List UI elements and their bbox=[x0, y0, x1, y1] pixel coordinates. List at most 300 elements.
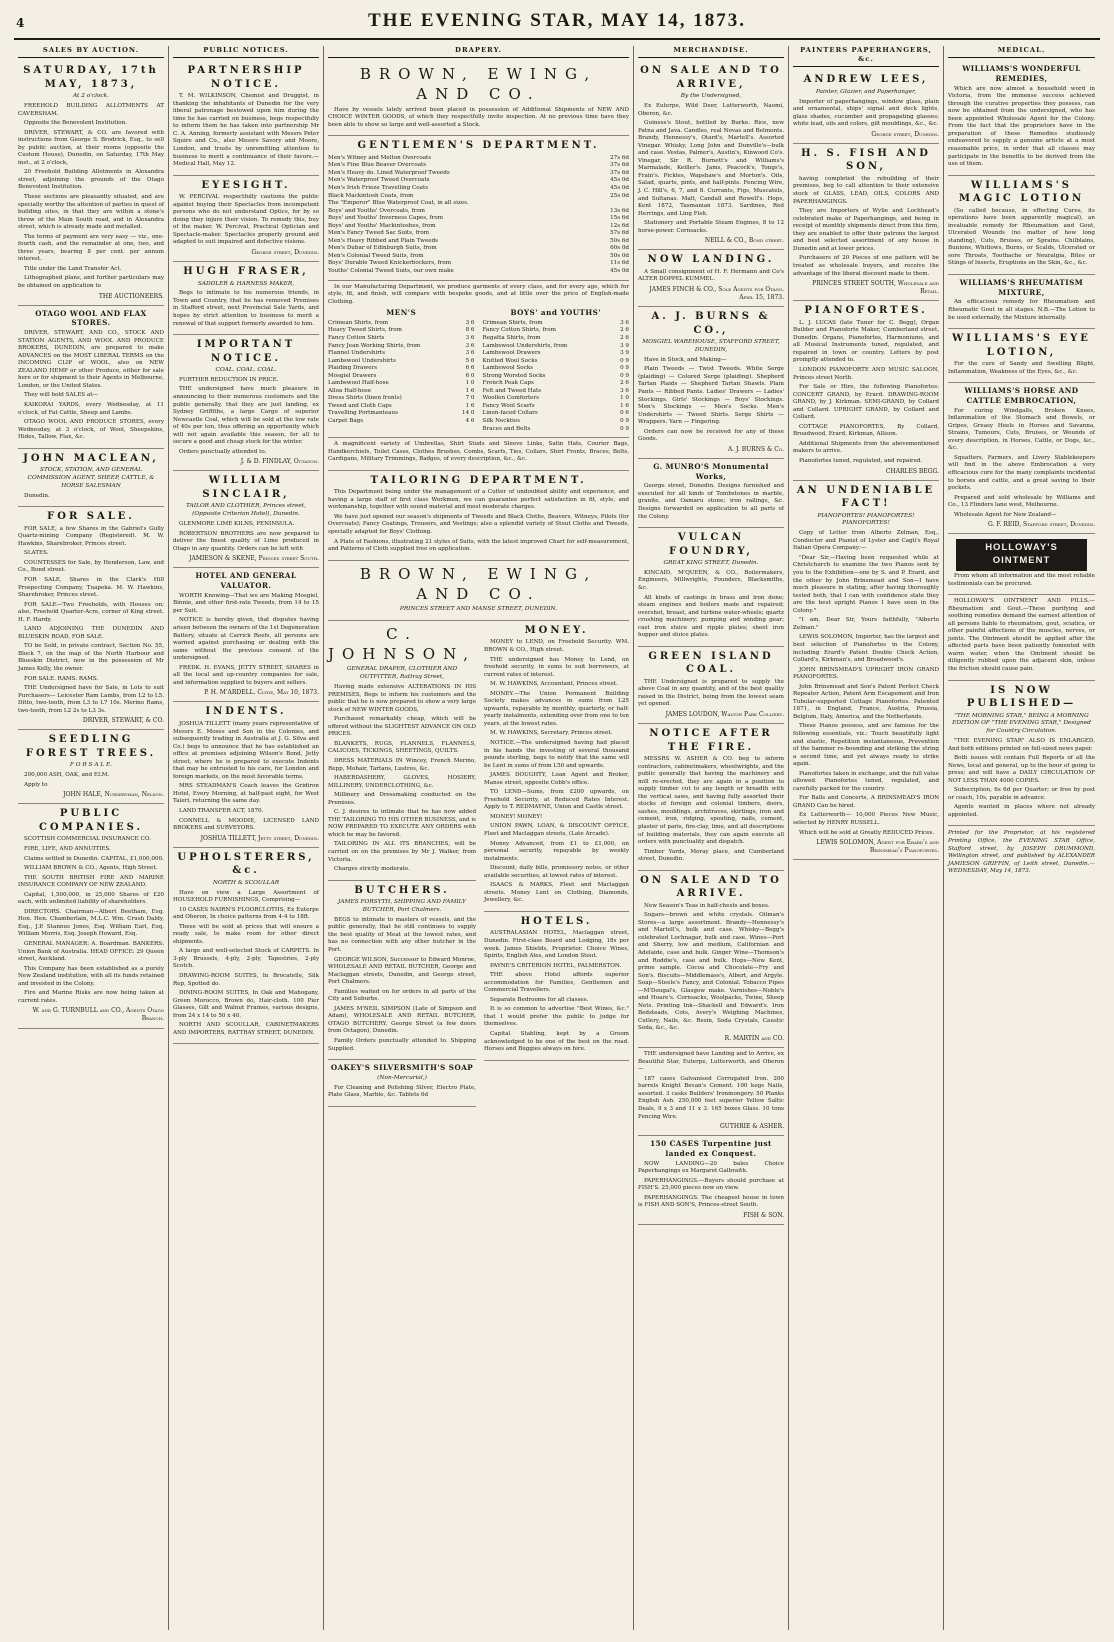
ad-paragraph: Ex Euterpe, Wild Deer, Lutterworth, Naomi, Oberon, &c. bbox=[638, 102, 784, 117]
price-row bbox=[483, 373, 630, 381]
ad-paragraph: GLENMORE LIME KILNS, PENINSULA. bbox=[179, 521, 295, 528]
advertisement bbox=[173, 176, 319, 262]
price-column-head: MEN'S bbox=[386, 308, 417, 318]
ad-paragraph: FOR SALE. RAMS. RAMS. bbox=[24, 675, 99, 682]
ad-title: WILLIAMS'S HORSE AND CATTLE EMBROCATION, bbox=[964, 386, 1079, 405]
advertisement bbox=[173, 568, 319, 702]
ad-paragraph: FREEHOLD BUILDING ALLOTMENTS AT CAVERSHAM. bbox=[18, 102, 164, 117]
price-value: 12s 6d bbox=[610, 222, 629, 229]
ad-signature: JAMES FINCH & CO., Sole Agents for Otago. April 15, 1873. bbox=[649, 285, 784, 302]
price-value: 6 0 bbox=[465, 372, 475, 379]
advertisement bbox=[948, 176, 1095, 275]
ad-title: SEEDLING FOREST TREES. bbox=[25, 734, 157, 759]
ad-title: ANDREW LEES, bbox=[803, 74, 929, 86]
ad-title: HOTEL AND GENERAL VALUATOR. bbox=[195, 571, 297, 591]
ad-paragraph: Have by vessels lately arrived been placed in possession of Additional Shipments of NEW AND CHOICE WINTER GOODS, of which they respectfully invite inspection. At no previous time have they been able to show so large and well-assorted a Stock. bbox=[328, 106, 629, 128]
ad-paragraph: Have on view a Large Assortment of HOUSEHOLD FURNISHINGS, Comprising— bbox=[173, 889, 319, 904]
advertisement bbox=[18, 306, 164, 449]
price-row bbox=[328, 170, 629, 178]
price-value: 0 9 bbox=[620, 418, 629, 425]
column bbox=[789, 46, 944, 1630]
ad-signature: JOSHUA TILLETT, Jetty street, Dunedin. bbox=[200, 834, 319, 842]
advertisement bbox=[18, 61, 164, 305]
price-value: 3 6 bbox=[465, 335, 475, 342]
ad-paragraph: In our Manufacturing Department, we produce garments of every class, and for every age, which for style, fit, and finish, will compare with bespoke goods, and at little over the price of English-made Clothing. bbox=[328, 283, 629, 305]
ad-title: VULCAN FOUNDRY, bbox=[669, 532, 753, 557]
ad-paragraph: LONDON PIANOFORTE AND MUSIC SALOON, Princes street North. bbox=[793, 367, 939, 381]
advertisement bbox=[328, 61, 629, 136]
ad-subtitle: COAL. COAL. COAL. bbox=[215, 367, 277, 374]
newspaper-title: THE EVENING STAR, MAY 14, 1873. bbox=[367, 10, 746, 31]
ad-paragraph: Fire and Marine Risks are now being taken at current rates. bbox=[18, 990, 164, 1004]
price-item: Boys' and Youths' Inverness Capes, from bbox=[328, 215, 444, 222]
price-row bbox=[328, 268, 629, 276]
advertisement bbox=[328, 561, 629, 621]
price-column bbox=[328, 308, 475, 433]
advertisement bbox=[948, 329, 1095, 383]
price-row bbox=[328, 380, 475, 388]
ad-paragraph: GEORGE WILSON, Successor to Edward Monroe, WHOLESALE AND RETAIL BUTCHER, George and Maclaggan streets, Dunedin, and George street, Port Chalmers. bbox=[328, 956, 477, 986]
column bbox=[324, 46, 634, 1630]
advertisement bbox=[18, 730, 164, 804]
ad-paragraph: Purchasers of 20 Pieces of one pattern will be treated as wholesale buyers, and receive the advantage of the liberal discount made to them. bbox=[793, 255, 939, 277]
price-row bbox=[328, 365, 475, 373]
ad-paragraph: DRESS MATERIALS IN Wincey, French Merino, Repp, Mohair, Tartans, Lustres, &c. bbox=[328, 758, 477, 772]
price-value: 8 6 bbox=[465, 327, 475, 334]
ad-paragraph: These Pianos possess, and are famous for the following essentials, viz.: Touch beautifully light and elastic, Repetition instantaneous, Prevention of the hammer re-bounding and striking the string a second time, and yet always ready to strike again. bbox=[793, 723, 939, 768]
price-row bbox=[328, 162, 629, 170]
ad-paragraph: UNION PAWN, LOAN, & DISCOUNT OFFICE, Fleet and Maclaggan streets, (Late Arcade). bbox=[484, 823, 629, 838]
ad-paragraph: Charges strictly moderate. bbox=[334, 866, 411, 873]
ad-paragraph: TO LEND—Sums, from £200 upwards, on Freehold Security, at Reduced Rates Interest. Apply to T. REDMAYNE, Union and Castle street. bbox=[484, 789, 629, 811]
ad-title: 150 CASES Turpentine just landed ex Conquest. bbox=[650, 1139, 772, 1158]
ad-paragraph: A Plate of Fashions, illustrating 21 styles of Suits, with the latest improved Chart for self-measurement, and Patterns of Cloth supplied free on application. bbox=[328, 538, 629, 553]
ad-paragraph: Both issues will contain Full Reports of all the News, local and general, up to the hour of going to press; and will have a DAILY CIRCULATION OF NOT LESS THAN 4000 COPIES. bbox=[948, 755, 1095, 784]
price-row bbox=[483, 365, 630, 373]
ad-title: A. J. BURNS & CO., bbox=[651, 311, 771, 336]
price-value: 1 6 bbox=[465, 387, 475, 394]
ad-paragraph: Apply to bbox=[24, 781, 48, 788]
ad-paragraph: Orders can now be received for any of these Goods. bbox=[638, 428, 784, 443]
ad-paragraph: Capital Stabling, kept by a Groom acknowledged to be one of the best on the road. Horses and Buggies always on hire. bbox=[484, 1031, 629, 1053]
price-row bbox=[483, 403, 630, 411]
ad-signature: A. J. BURNS & Co. bbox=[727, 445, 784, 453]
advertisement bbox=[328, 471, 629, 561]
ad-paragraph: Pianofortes taken in exchange, and the full value allowed. Pianofortes tuned, regulated, and carefully packed for the country. bbox=[793, 770, 939, 792]
ad-title: C. JOHNSON, bbox=[328, 624, 477, 664]
ad-title: UPHOLSTERERS, &c. bbox=[177, 851, 315, 877]
price-item: Lambswool Half-hose bbox=[328, 380, 389, 387]
advertisement bbox=[948, 275, 1095, 329]
advertisement bbox=[948, 534, 1095, 595]
price-value: 50s 0d bbox=[610, 252, 629, 259]
price-item: Men's Fancy Tweed Sac Suits, from bbox=[328, 230, 430, 237]
ad-paragraph: Agents wanted in places where not already appointed. bbox=[948, 804, 1095, 818]
ad-paragraph: FOR SALE—Two Freeholds, with Houses on; also, Freehold Quarter-Acre, corner of King street. H. F. Hardy. bbox=[18, 601, 164, 623]
ad-paragraph: Plain Tweeds — Twist Tweeds. White Serge (plaiding) — Colored Serge (plaiding). Shepherd Tartan Plaids — Shepherd Tartan Shawls. Plain Pants — Ribbed Pants. Ladies' Drawers — Ladies' Stockings. Girls' Stockings — Boys' Stockings. Men's Stockings — Men's Socks. Men's Undershirts — Tweed Shirts. Serge Shirts — Wrappers. Yarn — Fingering. bbox=[638, 366, 784, 426]
price-value: 3 6 bbox=[620, 387, 629, 394]
price-row bbox=[483, 410, 630, 418]
advertisement bbox=[638, 528, 784, 647]
ad-subtitle: SADDLER & HARNESS MAKER, bbox=[197, 280, 295, 287]
price-row bbox=[483, 380, 630, 388]
price-item: Lambswool Undershirts bbox=[328, 357, 396, 364]
price-value: 3 9 bbox=[620, 350, 629, 357]
price-value: 3 6 bbox=[465, 319, 475, 326]
ad-paragraph: Prepared and sold wholesale by Williams and Co., 13 Flinders lane west, Melbourne. bbox=[948, 494, 1095, 509]
ad-paragraph: Family Orders punctually attended to. Shipping Supplied. bbox=[328, 1037, 477, 1052]
ad-signature: J. & D. FINDLAY, Octagon. bbox=[240, 458, 319, 466]
ad-paragraph: Families waited on for orders in all parts of the City and Suburbs. bbox=[328, 988, 477, 1003]
ad-paragraph: HABERDASHERY, GLOVES, HOSIERY, MILLINERY, UNDERCLOTHING, &c. bbox=[328, 775, 477, 789]
ad-paragraph: 187 cases Galvanised Corrugated Iron. 200 barrels Knight Bevan's Cement. 100 kegs Nails, assorted. 3 casks Builders' Ironmongery. 50 Planks English Ash. 250,000 feet superior Yellow Saltic Deals, 9 x 3 and 11 x 3. 165 boxes Glass. 10 tons Fencing Wire. bbox=[638, 1075, 784, 1120]
ad-paragraph: THE undersigned has Money to Lend, on freehold security, in sums to suit borrowers, at current rates of interest. bbox=[484, 656, 629, 678]
advertisement bbox=[18, 507, 164, 730]
price-value: 0 9 bbox=[620, 372, 629, 379]
ad-paragraph: DRIVER, STEWART, AND CO., STOCK AND STATION AGENTS, AND WOOL AND PRODUCE BROKERS, DUNEDIN, are prepared to make ADVANCES on the MOST LIBERAL TERMS on the INCOMING CLIP of WOOL, also on NEW ZEALAND HEMP or other Produce, either for sale here or for shipment to their Agents in Melbourne, London, or the United States. bbox=[18, 330, 164, 389]
price-row bbox=[328, 350, 475, 358]
ad-title: BROWN, EWING, AND CO. bbox=[359, 564, 598, 603]
ad-title: ON SALE AND TO ARRIVE, bbox=[640, 65, 782, 90]
ad-paragraph: For Balls and Concerts, A BRINSMEAD'S IRON GRAND Can be hired. bbox=[793, 795, 939, 809]
ad-paragraph: THE above Hotel affords superior accommodation for Families, Gentlemen and Commercial Travellers. bbox=[484, 972, 629, 994]
ad-title: ON SALE AND TO ARRIVE. bbox=[640, 874, 782, 900]
ad-paragraph: Which will be sold at Greatly REDUCED Prices. bbox=[799, 829, 935, 836]
ad-paragraph: JAMES DOUGHTY, Loan Agent and Broker, Manse street, opposite Cobb's office. bbox=[484, 772, 629, 786]
ad-signature: LEWIS SOLOMON, Agent for Erard's and Brinsmead's Pianofortes. bbox=[816, 839, 939, 855]
price-item: Heavy Tweed Shirts, from bbox=[328, 327, 402, 334]
ad-paragraph: THE SOUTH BRITISH FIRE AND MARINE INSURANCE COMPANY OF NEW ZEALAND. bbox=[18, 874, 164, 889]
price-item: Dress Shirts (linen fronts) bbox=[328, 395, 402, 402]
price-row bbox=[483, 358, 630, 366]
ad-title: HUGH FRASER, bbox=[183, 266, 309, 278]
ad-paragraph: FREDK. H. EVANS, JETTY STREET, SHARES in all the local and up-country companies for sale, and information supplied to buyers and sellers. bbox=[173, 664, 319, 686]
price-item: Fancy Jean Working Shirts, from bbox=[328, 342, 421, 349]
ad-paragraph: GENERAL MANAGER: A. Boardman. BANKERS: Union Bank of Australia. HEAD OFFICE: 29 Queen street, Auckland. bbox=[18, 940, 164, 963]
advertisement bbox=[638, 307, 784, 459]
ad-paragraph: Timber Yards, Moray place, and Cumberland street, Dunedin. bbox=[638, 848, 784, 863]
advertisement bbox=[638, 647, 784, 724]
price-item: Braces and Belts bbox=[482, 425, 531, 432]
price-list bbox=[328, 155, 629, 276]
column-heading: MERCHANDISE. bbox=[638, 46, 784, 58]
ad-paragraph: Have in Stock, and Making— bbox=[644, 356, 727, 363]
ad-paragraph: "I am, Dear Sir, Yours faithfully, "Alberto Zelman." bbox=[793, 617, 939, 631]
price-row bbox=[328, 373, 475, 381]
advertisement bbox=[948, 595, 1095, 680]
ad-paragraph: Opposite the Benevolent Institution. bbox=[24, 120, 127, 127]
ad-subtitle: By the Undersigned, bbox=[680, 93, 742, 100]
ad-paragraph: All kinds of castings in brass and iron done; steam engines and boilers made and repaired; overshot, breast, and turbine water-wheels; quartz crushing machinery; pumping and winding gear; cast iron sluice and ripple plates; sheet iron hopper and sluice plates. bbox=[638, 594, 784, 639]
ad-paragraph: 10 CASES NAIRN'S FLOORCLOTHS, Ex Euterpe and Oberon, In choice patterns from 4-4 to 18ft. bbox=[173, 906, 319, 921]
price-value: 2 6 bbox=[620, 380, 629, 387]
price-value: 2 6 bbox=[620, 335, 629, 342]
ad-title: OAKEY'S SILVERSMITH'S SOAP bbox=[330, 1063, 474, 1073]
ad-title: WILLIAMS'S WONDERFUL REMEDIES, bbox=[962, 64, 1081, 83]
price-value: 27s 6d bbox=[610, 154, 629, 161]
ad-paragraph: COUNTESSES for Sale, by Henderson, Law, and Co., Bond street. bbox=[18, 559, 164, 574]
ad-signature: FISH & SON. bbox=[743, 1211, 784, 1219]
ad-paragraph: MONEY.—The Union Permanent Building Society makes advances in sums from L25 upwards, repayable by monthly, quarterly, or half-yearly instalments, extending over from one to ten years, at the lowest rates. bbox=[484, 690, 629, 727]
ad-paragraph: Lithographed plans, and further particulars may be obtained on application to bbox=[18, 275, 164, 290]
ad-title: GENTLEMEN'S DEPARTMENT. bbox=[357, 140, 600, 152]
ad-paragraph: NORTH AND SCOULLAR, CABINETMAKERS AND IMPORTERS, RATTRAY STREET, DUNEDIN. bbox=[173, 1022, 319, 1036]
price-value: 37s 6d bbox=[610, 169, 629, 176]
ad-paragraph: THE Undersigned have for Sale, in Lots to suit Purchasers— Leicester Ram Lambs, from L2 to L5. Ditto, two-tooth, from L3 to L7 10s. Merino Rams, two-tooth, from L2 2s to L3 3s. bbox=[18, 685, 164, 714]
price-row bbox=[483, 320, 630, 328]
ad-paragraph: John Brinsmead and Son's Patent Perfect Check Repeater Action, Patent Arm Escapement and Iron Tubular-supported Cottage Pianofortes. Patented 1871, in England, France, Austria, Prussia, Belgium, Italy, America, and the Netherlands. bbox=[793, 683, 939, 720]
ad-paragraph: Having made extensive ALTERATIONS IN HIS PREMISES, Begs to inform his customers and the public that he is now prepared to show a very large stock of NEW WINTER GOODS, bbox=[328, 684, 477, 713]
ad-paragraph: T. M. WILKINSON, Chemist and Druggist, in thanking the inhabitants of Dunedin for the very liberal patronage bestowed upon him during the time he has carried on business, begs respectfully to inform them he has taken into partnership Mr C. A. Anning, formerly assistant with Messrs Peter Squire and Co., also Messrs Savory and Moore, London, and trusts by unremitting attention to business to merit a continuance of their favors.—Medical Hall, May 12. bbox=[173, 93, 319, 168]
price-item: Men's Heavy do. Lined Waterproof Tweeds bbox=[328, 169, 450, 176]
ad-paragraph: Orders punctually attended to. bbox=[179, 448, 267, 455]
price-row bbox=[328, 358, 475, 366]
price-item: Black Mackintosh Coats, from bbox=[328, 192, 414, 199]
ad-paragraph: having completed the rebuilding of their premises, beg to call attention to their extensive stock of GLASS, LEAD, OILS, COLORS AND PAPERHANGINGS. bbox=[793, 175, 939, 205]
price-row bbox=[328, 223, 629, 231]
advertisement bbox=[173, 848, 319, 1045]
price-item: The "Emperor" Blue Waterproof Coat, in all sizes. bbox=[328, 200, 469, 207]
price-item: Boys' and Youths' Mackintoshes, from bbox=[328, 222, 436, 229]
price-row bbox=[328, 177, 629, 185]
price-item: Silk Neckties bbox=[482, 418, 521, 425]
ad-paragraph: Dunedin. bbox=[24, 492, 50, 499]
ad-paragraph: OTAGO WOOL AND PRODUCE STORES, every Wednesday, at 3 o'clock, of Wool, Sheepskins, Hides, Tallow, Flax, &c. bbox=[18, 419, 164, 441]
advertisement bbox=[173, 262, 319, 335]
ad-paragraph: Purchased remarkably cheap, which will be offered without the SLIGHTEST ADVANCE ON OLD PRICES. bbox=[328, 716, 477, 738]
price-row bbox=[483, 395, 630, 403]
price-item: Alloa Half-hose bbox=[328, 387, 372, 394]
advertisement bbox=[173, 335, 319, 471]
ad-title: SATURDAY, 17th MAY, 1873, bbox=[23, 65, 159, 90]
ad-signature: DRIVER, STEWART, & CO. bbox=[82, 717, 164, 725]
ad-paragraph: DINING-ROOM SUITES, In Oak and Mahogany, Green Morocco, Brown do, Hair-cloth. 100 Pier Glasses, Gilt and Walnut Frames, various designs, from 24 x 14 to 50 x 40. bbox=[173, 990, 319, 1019]
price-row bbox=[328, 403, 475, 411]
price-row bbox=[483, 388, 630, 396]
ad-paragraph: Capital, 1,500,000, in 25,000 Shares of £20 each, with unlimited liability of shareholders. bbox=[18, 891, 164, 906]
price-item: Carpet Bags bbox=[328, 418, 364, 425]
ad-paragraph: SCOTTISH COMMERCIAL INSURANCE CO. bbox=[24, 836, 151, 843]
ad-paragraph: WILLIAM BROWN & CO., Agents, High Street. bbox=[24, 865, 158, 872]
ad-paragraph: PAPERHANGINGS. The cheapest house in town is FISH AND SON'S, Princes-street South. bbox=[638, 1194, 784, 1209]
advertisement bbox=[173, 702, 319, 847]
advertisement bbox=[948, 681, 1095, 827]
price-item: Crimean Shirts, from bbox=[328, 319, 389, 326]
price-item: Boys' and Youths' Overcoats, from bbox=[328, 207, 425, 214]
advertisement bbox=[638, 724, 784, 871]
price-item: Knitted Wool Socks bbox=[482, 357, 538, 364]
ad-subtitle: Painter, Glazier, and Paperhanger, bbox=[815, 88, 917, 95]
ad-paragraph: DRAWING-ROOM SUITES, In Brocatelle, Silk Rep, Spotted do. bbox=[173, 973, 319, 987]
sub-columns bbox=[328, 621, 629, 1107]
price-row bbox=[328, 260, 629, 268]
advertisement bbox=[793, 481, 939, 861]
ad-title: WILLIAMS'S RHEUMATISM MIXTURE, bbox=[959, 278, 1084, 297]
price-row bbox=[328, 335, 475, 343]
advertisement bbox=[484, 621, 629, 912]
ad-signature: GUTHRIE & ASHER. bbox=[720, 1123, 784, 1131]
price-item: Youths' Colonial Tweed Suits, our own make bbox=[328, 268, 454, 275]
price-value: 7 0 bbox=[465, 395, 475, 402]
price-item: Strong Worsted Socks bbox=[482, 372, 546, 379]
ad-paragraph: 20 Freehold Building Allotments in Alexandra street, adjoining the grounds of the Otago Benevolent Institution. bbox=[18, 169, 164, 191]
ad-paragraph: ISAACS & MARKS, Fleet and Maclaggan streets. Money Lent on Clothing, Diamonds, Jewellery, &c. bbox=[484, 882, 629, 904]
price-value: 0 9 bbox=[620, 425, 629, 432]
price-item: Men's Fine Blue Beaver Overcoats bbox=[328, 162, 427, 169]
ad-paragraph: Importer of paperhangings, window glass, plain and ornamental, ships' signal and deck lights, glass shades, cucumber and propagating glasses; white lead, oils and colors, gilt mouldings, &c., &c. bbox=[793, 98, 939, 128]
ad-paragraph: "Dear Sir,—Having been requested while at Christchurch to examine the two Pianos sent by you to the Exhibition—one by S. and P. Erard, and the other by John Brinsmead and Son—I have much pleasure in stating, after having thoroughly tested both, that I can with confidence state they are the best upright Pianos I have seen in the Colony." bbox=[793, 554, 939, 614]
price-value: 2 6 bbox=[620, 327, 629, 334]
ad-paragraph: MESSRS W. ASHER & CO. beg to inform contractors, cabinetmakers, wheelwrights, and the public generally that having the machinery and mill re-erected, they are again in a position to supply timber cut to any length or breadth with the vertical saws, and having fully assorted their stocks of foreign and colonial timbers, doors, sashes, mouldings, architraves, skirtings, iron and cement, iron, ridging, spouting, nails, cement, plaster of paris, fire-clay, lime, and all descriptions of building materials, they can again execute all orders with punctuality and dispatch. bbox=[638, 756, 784, 846]
price-value: 1 0 bbox=[465, 380, 475, 387]
ad-paragraph: LAND ADJOINING THE DUNEDIN AND BLUESKIN ROAD, FOR SALE. bbox=[18, 626, 164, 640]
ad-signature: PRINCES STREET SOUTH, Wholesale and Retail. bbox=[812, 280, 939, 296]
advertisement bbox=[638, 250, 784, 307]
ad-banner: HOLLOWAY'S OINTMENT bbox=[956, 539, 1087, 571]
advertisement bbox=[793, 70, 939, 144]
column-heading: SALES BY AUCTION. bbox=[18, 46, 164, 58]
ad-title: EYESIGHT. bbox=[201, 179, 291, 191]
ad-paragraph: BLANKETS, RUGS, FLANNELS, FLANNELS, CALICOES, TICKINGS, SHEETINGS, QUILTS. bbox=[328, 740, 477, 755]
ad-title: FOR SALE. bbox=[47, 511, 135, 523]
advertisement bbox=[793, 144, 939, 301]
price-row bbox=[328, 320, 475, 328]
ad-paragraph: DIRECTORS. Chairman—Albert Beetham, Esq. Hon. Hen. Chamberlain, M.L.C. Wm. Crush Daldy, Esq., J.P. Stannus Jones, Esq. William Earl, Esq. William Morris, Esq. Joseph Howard, Esq. bbox=[18, 908, 164, 938]
price-row bbox=[328, 253, 629, 261]
price-item: Plaiding Drawers bbox=[328, 365, 378, 372]
ad-paragraph: W. PERCIVAL respectfully cautions the public against buying their Spectacles from incompetent persons who do not understand Optics, for by so doing they injure their vision. To remedy this, buy of the maker, W. Percival, Practical Optician and Spectacle-maker. Spectacles properly ground and adapted to suit impaired and defective visions. bbox=[173, 194, 319, 246]
price-value: 1 6 bbox=[620, 402, 629, 409]
ad-title: AN UNDENIABLE FACT! bbox=[796, 484, 936, 510]
ad-signature: George street, Dunedin. bbox=[251, 248, 319, 256]
price-item: Regatta Shirts, from bbox=[482, 335, 541, 342]
ad-paragraph: M. W. HAWKINS, Secretary, Princes street. bbox=[490, 730, 613, 737]
price-row bbox=[483, 426, 630, 434]
price-row bbox=[328, 230, 629, 238]
ad-paragraph: They are Importers of Wylie and Lochhead's celebrated make of Paperhangings, and being in receipt of monthly shipments direct from this firm, they are enabled to offer their patrons the largest and best selected assortment of any house in Dunedin and at lower prices. bbox=[793, 208, 939, 252]
price-value: 14 0 bbox=[462, 410, 475, 417]
price-row bbox=[483, 343, 630, 351]
price-row bbox=[328, 410, 475, 418]
ad-paragraph: Additional Shipments from the abovementioned makers to arrive. bbox=[793, 440, 939, 455]
price-row bbox=[328, 418, 475, 426]
ad-title: WILLIAMS'S MAGIC LOTION bbox=[958, 179, 1085, 205]
ad-paragraph: MONEY to LEND, on Freehold Security. WM. BROWN & CO., High street. bbox=[484, 639, 629, 653]
ad-paragraph: Title under the Land Transfer Act. bbox=[24, 265, 122, 272]
advertisement bbox=[328, 1060, 476, 1107]
ad-paragraph: For curing Windgalls, Broken Knees, Inflammation of the Stomach and Bowels, or Gripes, Greasy Heels in Horses and Savanna, Strains, Tumours, Cuts, Bruises, or Wounds of every description, in Horses, Cattle, or Dogs, &c., &c. bbox=[948, 407, 1095, 452]
price-value: 57s 6d bbox=[610, 230, 629, 237]
ad-paragraph: Subscription, 6s 6d per Quarter; or free by post or coach, 10s, payable in advance. bbox=[948, 787, 1095, 801]
ad-title: WILLIAMS'S EYE LOTION, bbox=[952, 333, 1091, 358]
column-heading: MEDICAL. bbox=[948, 46, 1095, 58]
ad-title: G. MUNRO'S Monumental Works, bbox=[653, 461, 769, 481]
ad-title: MONEY. bbox=[524, 624, 589, 636]
price-item: Linen-faced Collars bbox=[482, 410, 538, 417]
ad-paragraph: KAIKORAI YARDS, every Wednesday, at 11 o'clock, of Fat Cattle, Sheep and Lambs. bbox=[18, 402, 164, 416]
ad-paragraph: It is so common to advertise "Best Wines, &c." that I would prefer the public to judge for themselves. bbox=[484, 1006, 629, 1028]
ad-paragraph: HOLLOWAY'S OINTMENT AND PILLS.—Rheumatism and Gout.—These purifying and soothing remedies demand the earnest attention of all persons liable to rheumatism, gout, sciatica, or other painful affections of the muscles, nerves, or joints. The Ointment should be applied after the affected parts have been patiently fomented with warm water, when the Ointment should be diligently rubbed upon the adjacent skin, unless the friction should cause pain. bbox=[948, 598, 1095, 672]
ad-paragraph: LEWIS SOLOMON, Importer, has the largest and best selection of Pianofortes in the Colony, including Erard's Patent Double Check Action, Collard's, Kirkman's, and Broadwood's. bbox=[793, 634, 939, 664]
price-item: Mosgiel Drawers bbox=[328, 372, 377, 379]
price-row bbox=[483, 335, 630, 343]
ad-paragraph: A Small consignment of H. F. Hermann and Co's ALTER DOPPEL KUMMEL. bbox=[638, 268, 784, 283]
price-value: 6 6 bbox=[465, 365, 475, 372]
price-item: Lambswool Undershirts, from bbox=[482, 342, 568, 349]
price-row bbox=[328, 395, 475, 403]
ad-title: NOTICE AFTER THE FIRE. bbox=[649, 728, 773, 753]
ad-paragraph: TAILORING IN ALL ITS BRANCHES, will be carried on on the premises by Mr J. Walker, from Victoria. bbox=[328, 841, 477, 863]
price-value: 60s 0d bbox=[610, 245, 629, 252]
price-row bbox=[328, 185, 629, 193]
price-value: 4 6 bbox=[465, 418, 475, 425]
ad-paragraph: JOHN BRINSMEAD'S UPRIGHT IRON GRAND PIANOFORTES. bbox=[793, 666, 939, 681]
ad-paragraph: Stationery and Portable Steam Engines, 8 to 12 horse-power. Cornsacks. bbox=[638, 220, 784, 234]
advertisement bbox=[484, 912, 629, 1061]
ad-paragraph: JAMES M'NEIL SIMPSON (Late of Simpson and Adam), WHOLESALE AND RETAIL BUTCHER, OTAGO BUTCHERY, George Street (a few doors from Octagon), Dunedin. bbox=[328, 1005, 477, 1035]
ad-subtitle: At 2 o'clock. bbox=[72, 93, 110, 100]
ad-signature: NEILL & CO., Bond street. bbox=[704, 237, 784, 245]
price-value: 45s 0d bbox=[610, 177, 629, 184]
ad-paragraph: Begs to intimate to his numerous friends, in Town and Country, that he has removed Premises in Stafford street, next Provincial Sale Yards, and hopes by strict attention to business to merit a renewal of that support formerly awarded to him. bbox=[173, 290, 319, 327]
ad-paragraph: For Cleaning and Polishing Silver, Electro Plate, Plate Glass, Marble, &c. Tablets 6d bbox=[328, 1084, 477, 1099]
ad-paragraph: From whom all information and the most reliable testimonials can be procured. bbox=[948, 572, 1095, 587]
price-value: 0 9 bbox=[620, 365, 629, 372]
column-heading: DRAPERY. bbox=[328, 46, 629, 58]
price-row bbox=[328, 200, 629, 208]
ad-paragraph: We have just opened our season's shipments of Tweeds and Black Cloths, Beavers, Witneys, Pilots (for Overcoats); Fancy Coatings, Trousers, and Vestings; also a splendid variety of Stout Cloths and Tweeds, specially adapted for Boys' Clothing. bbox=[328, 513, 629, 535]
price-value: 45s 0d bbox=[610, 268, 629, 275]
masthead bbox=[14, 6, 1100, 40]
price-item: Lambswool Socks bbox=[482, 365, 533, 372]
price-row bbox=[328, 208, 629, 216]
price-item: Flannel Undershirts bbox=[328, 350, 386, 357]
newspaper-columns bbox=[14, 46, 1100, 1630]
ad-signature: CHARLES BEGG. bbox=[885, 467, 939, 475]
price-item: French Peak Caps bbox=[482, 380, 534, 387]
price-item: Fancy Cotton Shirts bbox=[328, 335, 385, 342]
price-value: 11s 6d bbox=[610, 260, 629, 267]
price-row bbox=[483, 418, 630, 426]
price-row bbox=[328, 327, 475, 335]
ad-paragraph: FURTHER REDUCTION IN PRICE. bbox=[179, 376, 279, 383]
ad-paragraph: NOTICE.—The undersigned having had placed in his hands the investing of several thousand pounds sterling, begs to notify that the same will be Lent in sums of from L50 and upwards. bbox=[484, 740, 629, 769]
price-value: 25s 0d bbox=[610, 192, 629, 199]
ad-subtitle: JAMES FORSYTH, SHIPPING AND FAMILY BUTCHER, Port Chalmers. bbox=[338, 899, 466, 913]
advertisement bbox=[638, 1048, 784, 1136]
ad-signature: JAMES LOUDON, Walton Park Colliery. bbox=[665, 710, 784, 718]
advertisement bbox=[173, 471, 319, 568]
price-column-head: BOYS' and YOUTHS' bbox=[510, 308, 602, 318]
ad-paragraph: MRS STEADMAN'S Coach leaves the Gridiron Hotel, Every Morning, at half-past eight, for West Taieri, returning the same day. bbox=[173, 783, 319, 805]
ad-paragraph: Claims settled in Dunedin. CAPITAL, £1,000,000. bbox=[24, 855, 164, 862]
column bbox=[634, 46, 789, 1630]
ad-paragraph: For Sale or Hire, the following Pianofortes: CONCERT GRAND, by Erard. DRAWING-ROOM GRAND, by J. Kirkman. SEMI-GRAND, by Collard and Collard. UPRIGHT GRAND, by Collard and Collard. bbox=[793, 384, 939, 421]
ad-paragraph: CONNELL & MOODIE, LICENSED LAND BROKERS and SURVEYORS. bbox=[173, 817, 319, 832]
ad-paragraph: FOR SALE, a few Shares in the Gabriel's Gully Quartz-mining Company (Registered). M. W. Hawkins, Sharebroker, Princes street. bbox=[18, 525, 164, 547]
price-value: 3 9 bbox=[620, 342, 629, 349]
ad-paragraph: Millinery and Dressmaking conducted on the Premises. bbox=[328, 792, 477, 806]
price-item: Men's Colonial Tweed Suits, from bbox=[328, 252, 424, 259]
price-value: 0 9 bbox=[620, 357, 629, 364]
ad-subtitle: PRINCES STREET AND MANSE STREET, DUNEDIN. bbox=[399, 606, 558, 613]
advertisement bbox=[173, 61, 319, 175]
ad-title: HOTELS. bbox=[520, 915, 593, 927]
price-value: 45s 0d bbox=[610, 185, 629, 191]
ad-subtitle: NORTH & SCOULLAR bbox=[212, 879, 280, 886]
ad-title: BROWN, EWING, AND CO. bbox=[359, 65, 598, 104]
ad-paragraph: "THE EVENING STAR" ALSO IS ENLARGED, And both editions printed on full-sized news paper. bbox=[948, 737, 1095, 752]
